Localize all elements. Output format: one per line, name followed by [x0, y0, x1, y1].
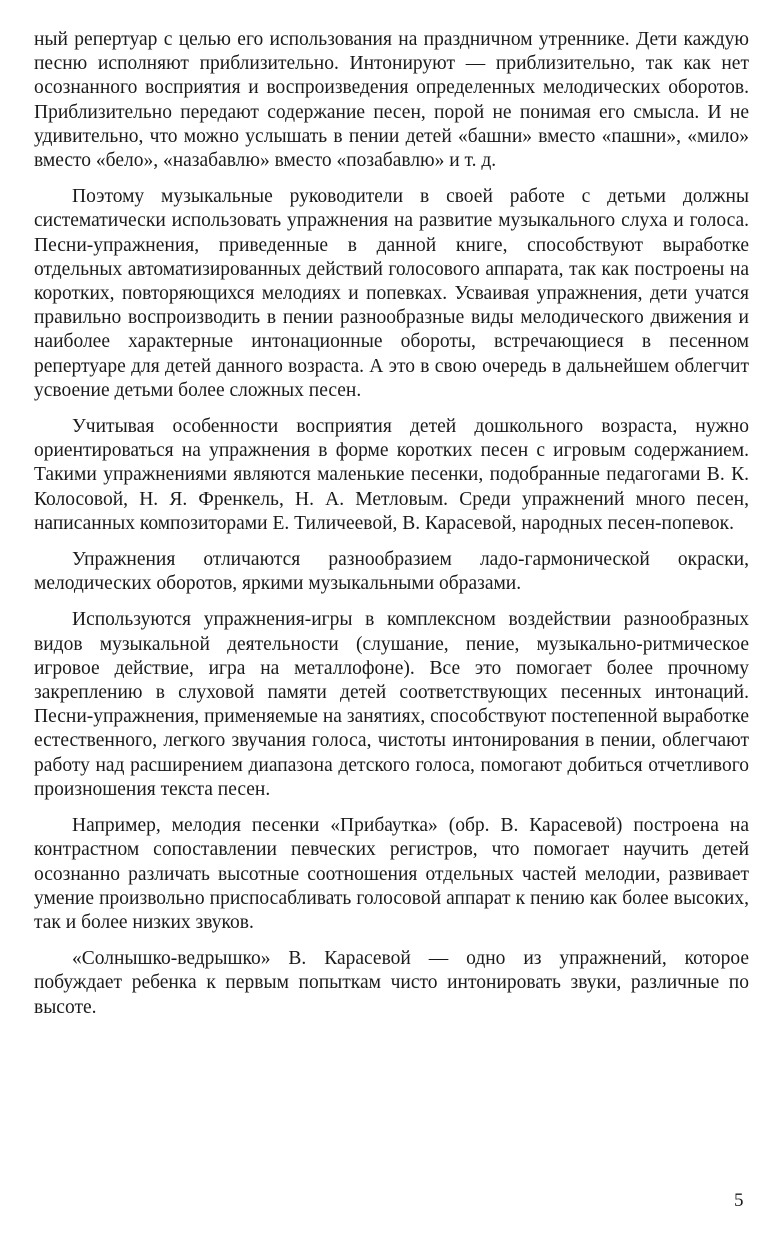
paragraph-4: Упражнения отличаются разнообразием ладо-гармонической окраски, мелодических оборотов, яркими музыкальными образами.	[34, 549, 749, 595]
paragraph-5: Используются упражнения-игры в комплексном воздействии разнообразных видов музыкальной деятельности (слушание, пение, музыкально-ритмическое игровое действие, игра на металлофоне). Все это помогает более прочному закреплению в слуховой памяти детей соответствующих песенных интонаций. Песни-упражнения, применяемые на занятиях, способствуют постепенной выработке естественного, легкого звучания голоса, чистоты интонирования в пении, облегчают работу над расширением диапазона детского голоса, помогают добиться отчетливого произношения текста песен.	[34, 609, 749, 800]
paragraph-7: «Солнышко-ведрышко» В. Карасевой — одно из упражнений, которое побуждает ребенка к первым попыткам чисто интонировать звуки, различные по высоте.	[34, 948, 749, 1018]
page-number: 5	[734, 1190, 744, 1211]
paragraph-2: Поэтому музыкальные руководители в своей работе с детьми должны систематически использовать упражнения на развитие музыкального слуха и голоса. Песни-упражнения, приведенные в данной книге, способствуют выработке отдельных автоматизированных действий голосового аппарата, так как построены на коротких, повторяющихся мелодиях и попевках. Усваивая упражнения, дети учатся правильно воспроизводить в пении разнообразные виды мелодического движения и наиболее характерные интонационные обороты, встречающиеся в песенном репертуаре для детей данного возраста. А это в свою очередь в дальнейшем облегчит усвоение детьми более сложных песен.	[34, 186, 749, 401]
paragraph-3: Учитывая особенности восприятия детей дошкольного возраста, нужно ориентироваться на упражнения в форме коротких песен с игровым содержанием. Такими упражнениями являются маленькие песенки, подобранные педагогами В. К. Колосовой, Н. Я. Френкель, Н. А. Метловым. Среди упражнений много песен, написанных композиторами Е. Тиличеевой, В. Карасевой, народных песен-попевок.	[34, 416, 749, 534]
paragraph-6: Например, мелодия песенки «Прибаутка» (обр. В. Карасевой) построена на контрастном сопоставлении певческих регистров, что помогает научить детей осознанно различать высотные соотношения отдельных частей мелодии, развивает умение произвольно приспосабливать голосовой аппарат к пению как более высоких, так и более низких звуков.	[34, 815, 749, 933]
paragraph-1: ный репертуар с целью его использования на праздничном утреннике. Дети каждую песню исполняют приблизительно. Интонируют — приблизительно, так как нет осознанного восприятия и воспроизведения определенных мелодических оборотов. Приблизительно передают содержание песен, порой не понимая его смысла. И не удивительно, что можно услышать в пении детей «башни» вместо «пашни», «мило» вместо «бело», «назабавлю» вместо «позабавлю» и т. д.	[34, 29, 749, 172]
page-body	[34, 28, 749, 1020]
